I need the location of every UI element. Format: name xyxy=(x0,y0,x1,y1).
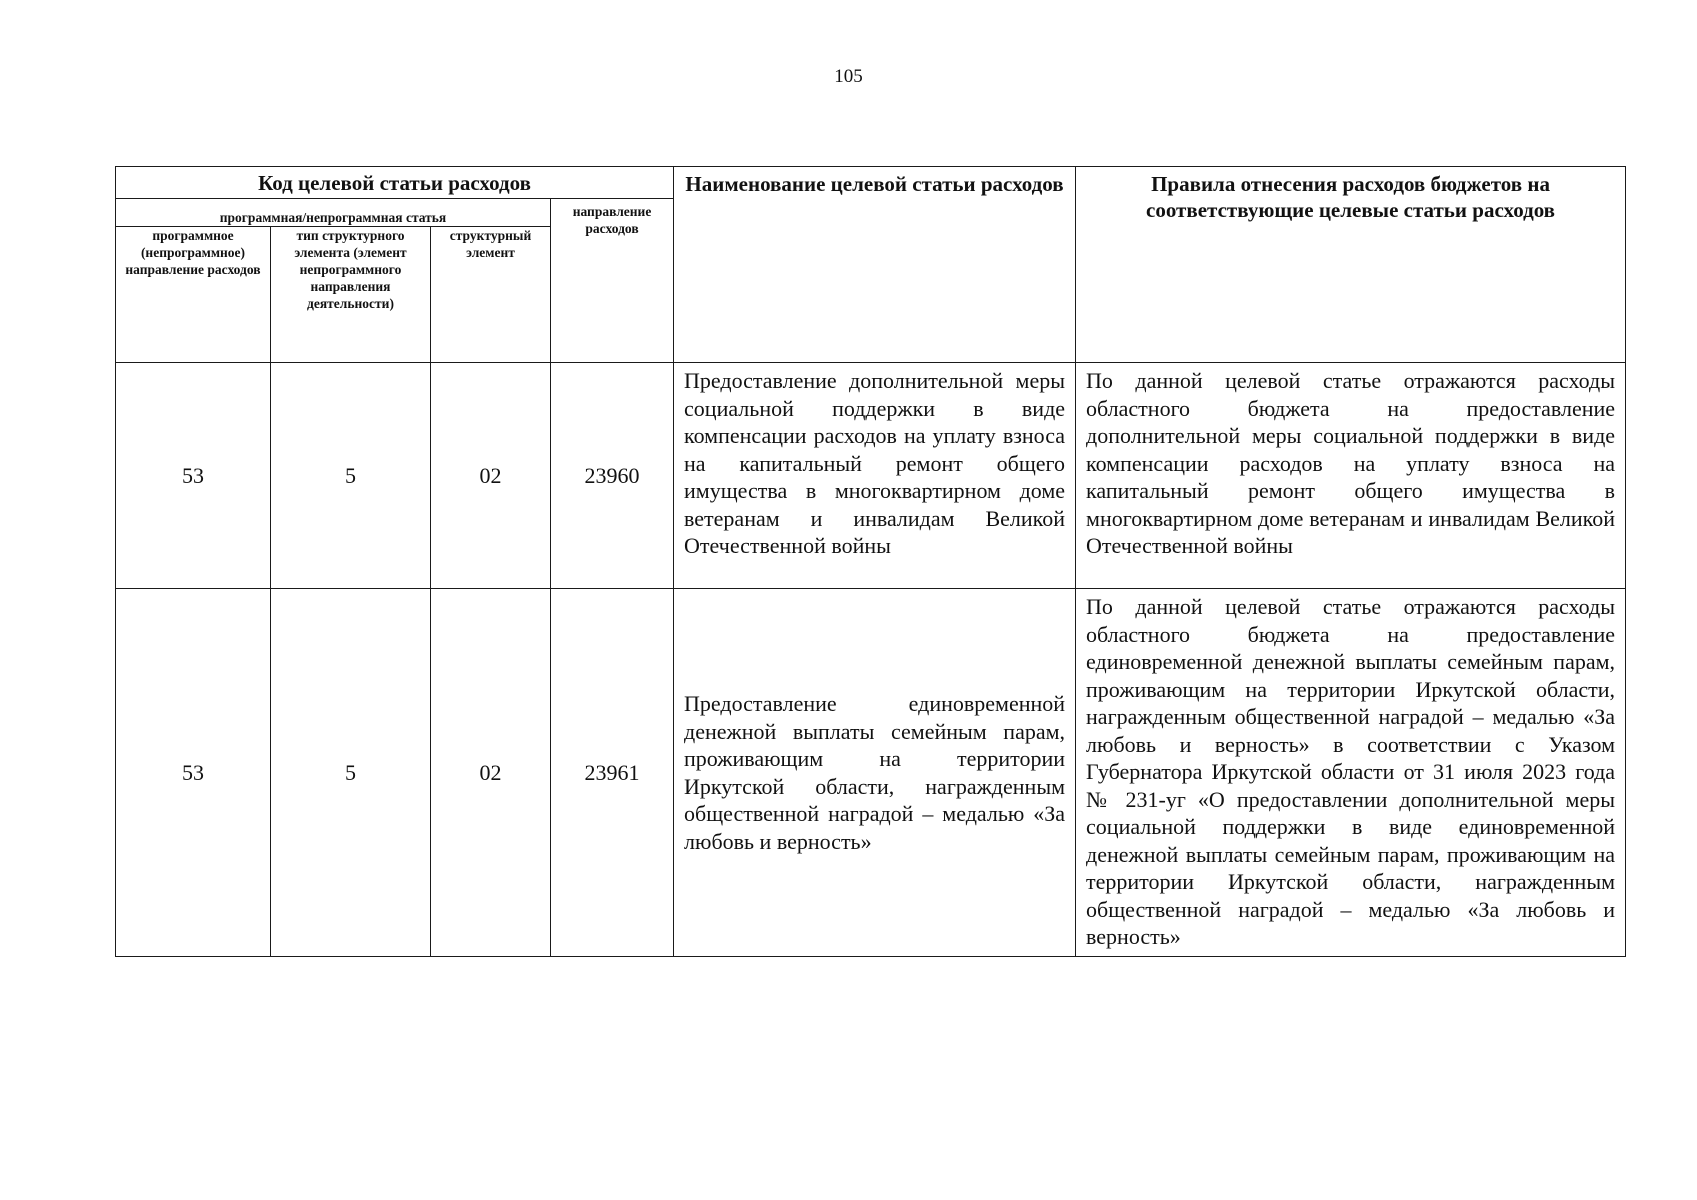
element-type-cell: 5 xyxy=(271,589,431,957)
element-type-cell: 5 xyxy=(271,363,431,589)
table-row xyxy=(116,589,1626,957)
program-direction-cell: 53 xyxy=(116,589,271,957)
direction-cell: 23961 xyxy=(551,589,674,957)
direction-cell: 23960 xyxy=(551,363,674,589)
article-name-cell: Предоставление единовременной денежной выплаты семейным парам, проживающим на территории Иркутской области, награжденным общественной наградой – медалью «За любовь и верность» xyxy=(674,589,1076,957)
header-program-direction: программное (непрограммное) направление расходов xyxy=(116,227,271,363)
header-name: Наименование целевой статьи расходов xyxy=(674,167,1076,363)
structural-element-cell: 02 xyxy=(431,589,551,957)
header-row-1 xyxy=(116,167,1626,199)
header-structural-element: структурный элемент xyxy=(431,227,551,363)
budget-classification-table xyxy=(115,166,1626,957)
header-program-article: программная/непрограммная статья xyxy=(116,199,551,227)
article-rules-cell: По данной целевой статье отражаются расходы областного бюджета на предоставление единовременной денежной выплаты семейным парам, проживающим на территории Иркутской области, награжденным общественной наградой – медалью «За любовь и верность» в соответствии с Указом Губернатора Иркутской области от 31 июля 2023 года № 231-уг «О предоставлении дополнительной меры социальной поддержки в виде единовременной денежной выплаты семейным парам, проживающим на территории Иркутской области, награжденным общественной наградой – медалью «За любовь и верность» xyxy=(1076,589,1626,957)
header-element-type: тип структурного элемента (элемент непрограммного направления деятельности) xyxy=(271,227,431,363)
table-row xyxy=(116,363,1626,589)
header-rules: Правила отнесения расходов бюджетов на соответствующие целевые статьи расходов xyxy=(1076,167,1626,363)
structural-element-cell: 02 xyxy=(431,363,551,589)
header-direction: направление расходов xyxy=(551,199,674,363)
header-code-group: Код целевой статьи расходов xyxy=(116,167,674,199)
page-number: 105 xyxy=(834,66,863,87)
program-direction-cell: 53 xyxy=(116,363,271,589)
article-rules-cell: По данной целевой статье отражаются расходы областного бюджета на предоставление дополнительной меры социальной поддержки в виде компенсации расходов на уплату взноса на капитальный ремонт общего имущества в многоквартирном доме ветеранам и инвалидам Великой Отечественной войны xyxy=(1076,363,1626,589)
article-name-cell: Предоставление дополнительной меры социальной поддержки в виде компенсации расходов на уплату взноса на капитальный ремонт общего имущества в многоквартирном доме ветеранам и инвалидам Великой Отечественной войны xyxy=(674,363,1076,589)
